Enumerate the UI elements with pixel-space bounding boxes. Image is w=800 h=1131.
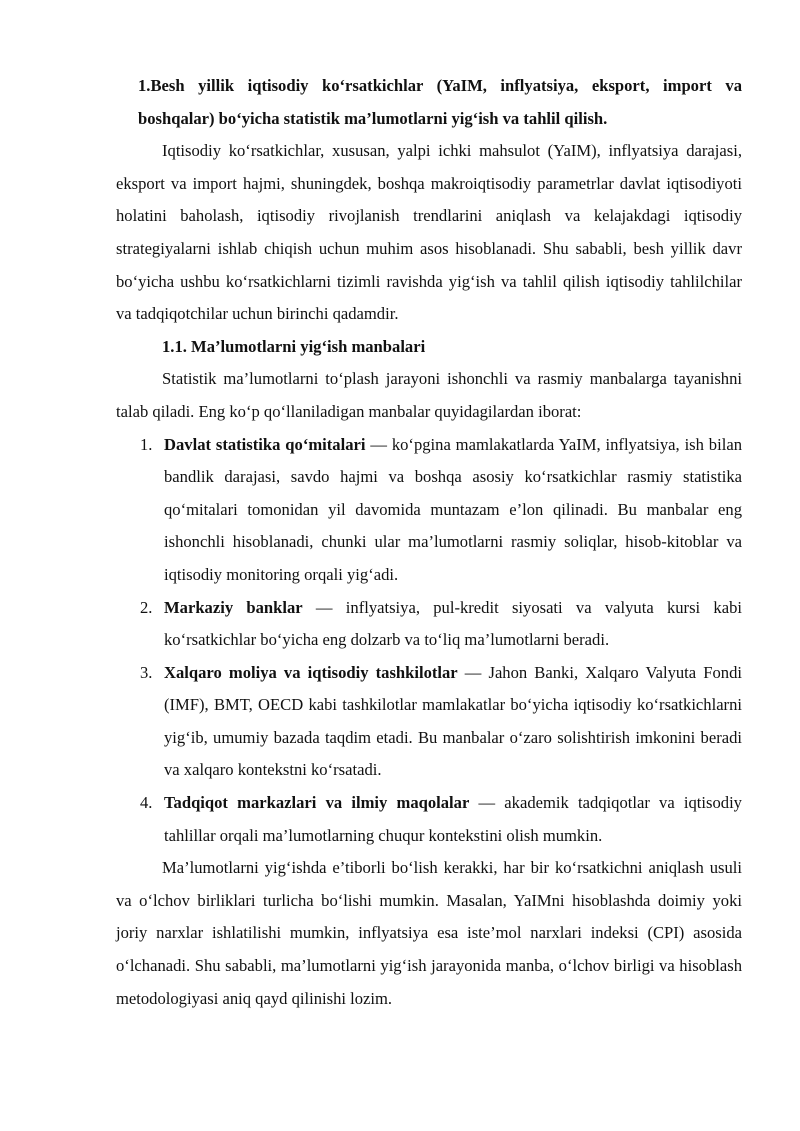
list-item: [116, 592, 742, 657]
list-item: [116, 657, 742, 787]
section-heading: 1.Besh yillik iqtisodiy ko‘rsatkichlar (YaIM, inflyatsiya, eksport, import va boshqalar) bo‘yicha statistik ma’lumotlarni yig‘ish va tahlil qilish.: [138, 76, 742, 128]
list-item-text: — ko‘pgina mamlakatlarda YaIM, inflyatsiya, ish bilan bandlik darajasi, savdo hajmi va boshqa asosiy ko‘rsatkichlar rasmiy statistika qo‘mitalari tomonidan yil davomida muntazam e’lon qilinadi. Bu manbalar eng ishonchli hisoblanadi, chunki ular ma’lumotlarni rasmiy soliqlar, hisob-kitoblar va iqtisodiy monitoring orqali yig‘adi.: [164, 434, 742, 584]
list-item-term: Tadqiqot markazlari va ilmiy maqolalar: [164, 793, 470, 813]
list-item-term: Markaziy banklar: [164, 597, 303, 617]
list-item-text: — akademik tadqiqotlar va iqtisodiy tahlillar orqali ma’lumotlarning chuqur kontekstini olish mumkin.: [164, 793, 742, 845]
list-number: 1.: [140, 434, 153, 454]
list-number: 4.: [140, 793, 153, 813]
list-item-text: — Jahon Banki, Xalqaro Valyuta Fondi (IMF), BMT, OECD kabi tashkilotlar mamlakatlar bo‘yicha iqtisodiy ko‘rsatkichlarni yig‘ib, umumiy bazada taqdim etadi. Bu manbalar o‘zaro solishtirish imkonini beradi va xalqaro kontekstni ko‘rsatadi.: [164, 662, 742, 780]
sources-list: [116, 429, 742, 853]
subsection-heading: 1.1. Ma’lumotlarni yig‘ish manbalari: [162, 336, 426, 356]
closing-paragraph: Ma’lumotlarni yig‘ishda e’tiborli bo‘lish kerakki, har bir ko‘rsatkichni aniqlash usuli va o‘lchov birliklari turlicha bo‘lishi mumkin. Masalan, YaIMni hisoblashda doimiy yoki joriy narxlar ishlatilishi mumkin, inflyatsiya esa iste’mol narxlari indeksi (CPI) asosida o‘lchanadi. Shu sababli, ma’lumotlarni yig‘ish jarayonida manba, o‘lchov birligi va hisoblash metodologiyasi aniq qayd qilinishi lozim.: [116, 858, 742, 1008]
list-number: 3.: [140, 662, 153, 682]
list-number: 2.: [140, 597, 153, 617]
list-item-term: Davlat statistika qo‘mitalari: [164, 434, 366, 454]
document-page: [116, 70, 742, 1015]
sources-intro-paragraph: Statistik ma’lumotlarni to‘plash jarayoni ishonchli va rasmiy manbalarga tayanishni talab qiladi. Eng ko‘p qo‘llaniladigan manbalar quyidagilardan iborat:: [116, 369, 742, 421]
list-item: [116, 429, 742, 592]
list-item-term: Xalqaro moliya va iqtisodiy tashkilotlar: [164, 662, 458, 682]
list-item: [116, 787, 742, 852]
list-item-text: — inflyatsiya, pul-kredit siyosati va valyuta kursi kabi ko‘rsatkichlar bo‘yicha eng dolzarb va to‘liq ma’lumotlarni beradi.: [164, 597, 742, 650]
intro-paragraph: Iqtisodiy ko‘rsatkichlar, xususan, yalpi ichki mahsulot (YaIM), inflyatsiya darajasi, eksport va import hajmi, shuningdek, boshqa makroiqtisodiy parametrlar davlat iqtisodiyoti holatini baholash, iqtisodiy rivojlanish trendlarini aniqlash va kelajakdagi iqtisodiy strategiyalarni ishlab chiqish uchun muhim asos hisoblanadi. Shu sababli, besh yillik davr bo‘yicha ushbu ko‘rsatkichlarni tizimli ravishda yig‘ish va tahlil qilish iqtisodiy tahlilchilar va tadqiqotchilar uchun birinchi qadamdir.: [116, 141, 742, 324]
